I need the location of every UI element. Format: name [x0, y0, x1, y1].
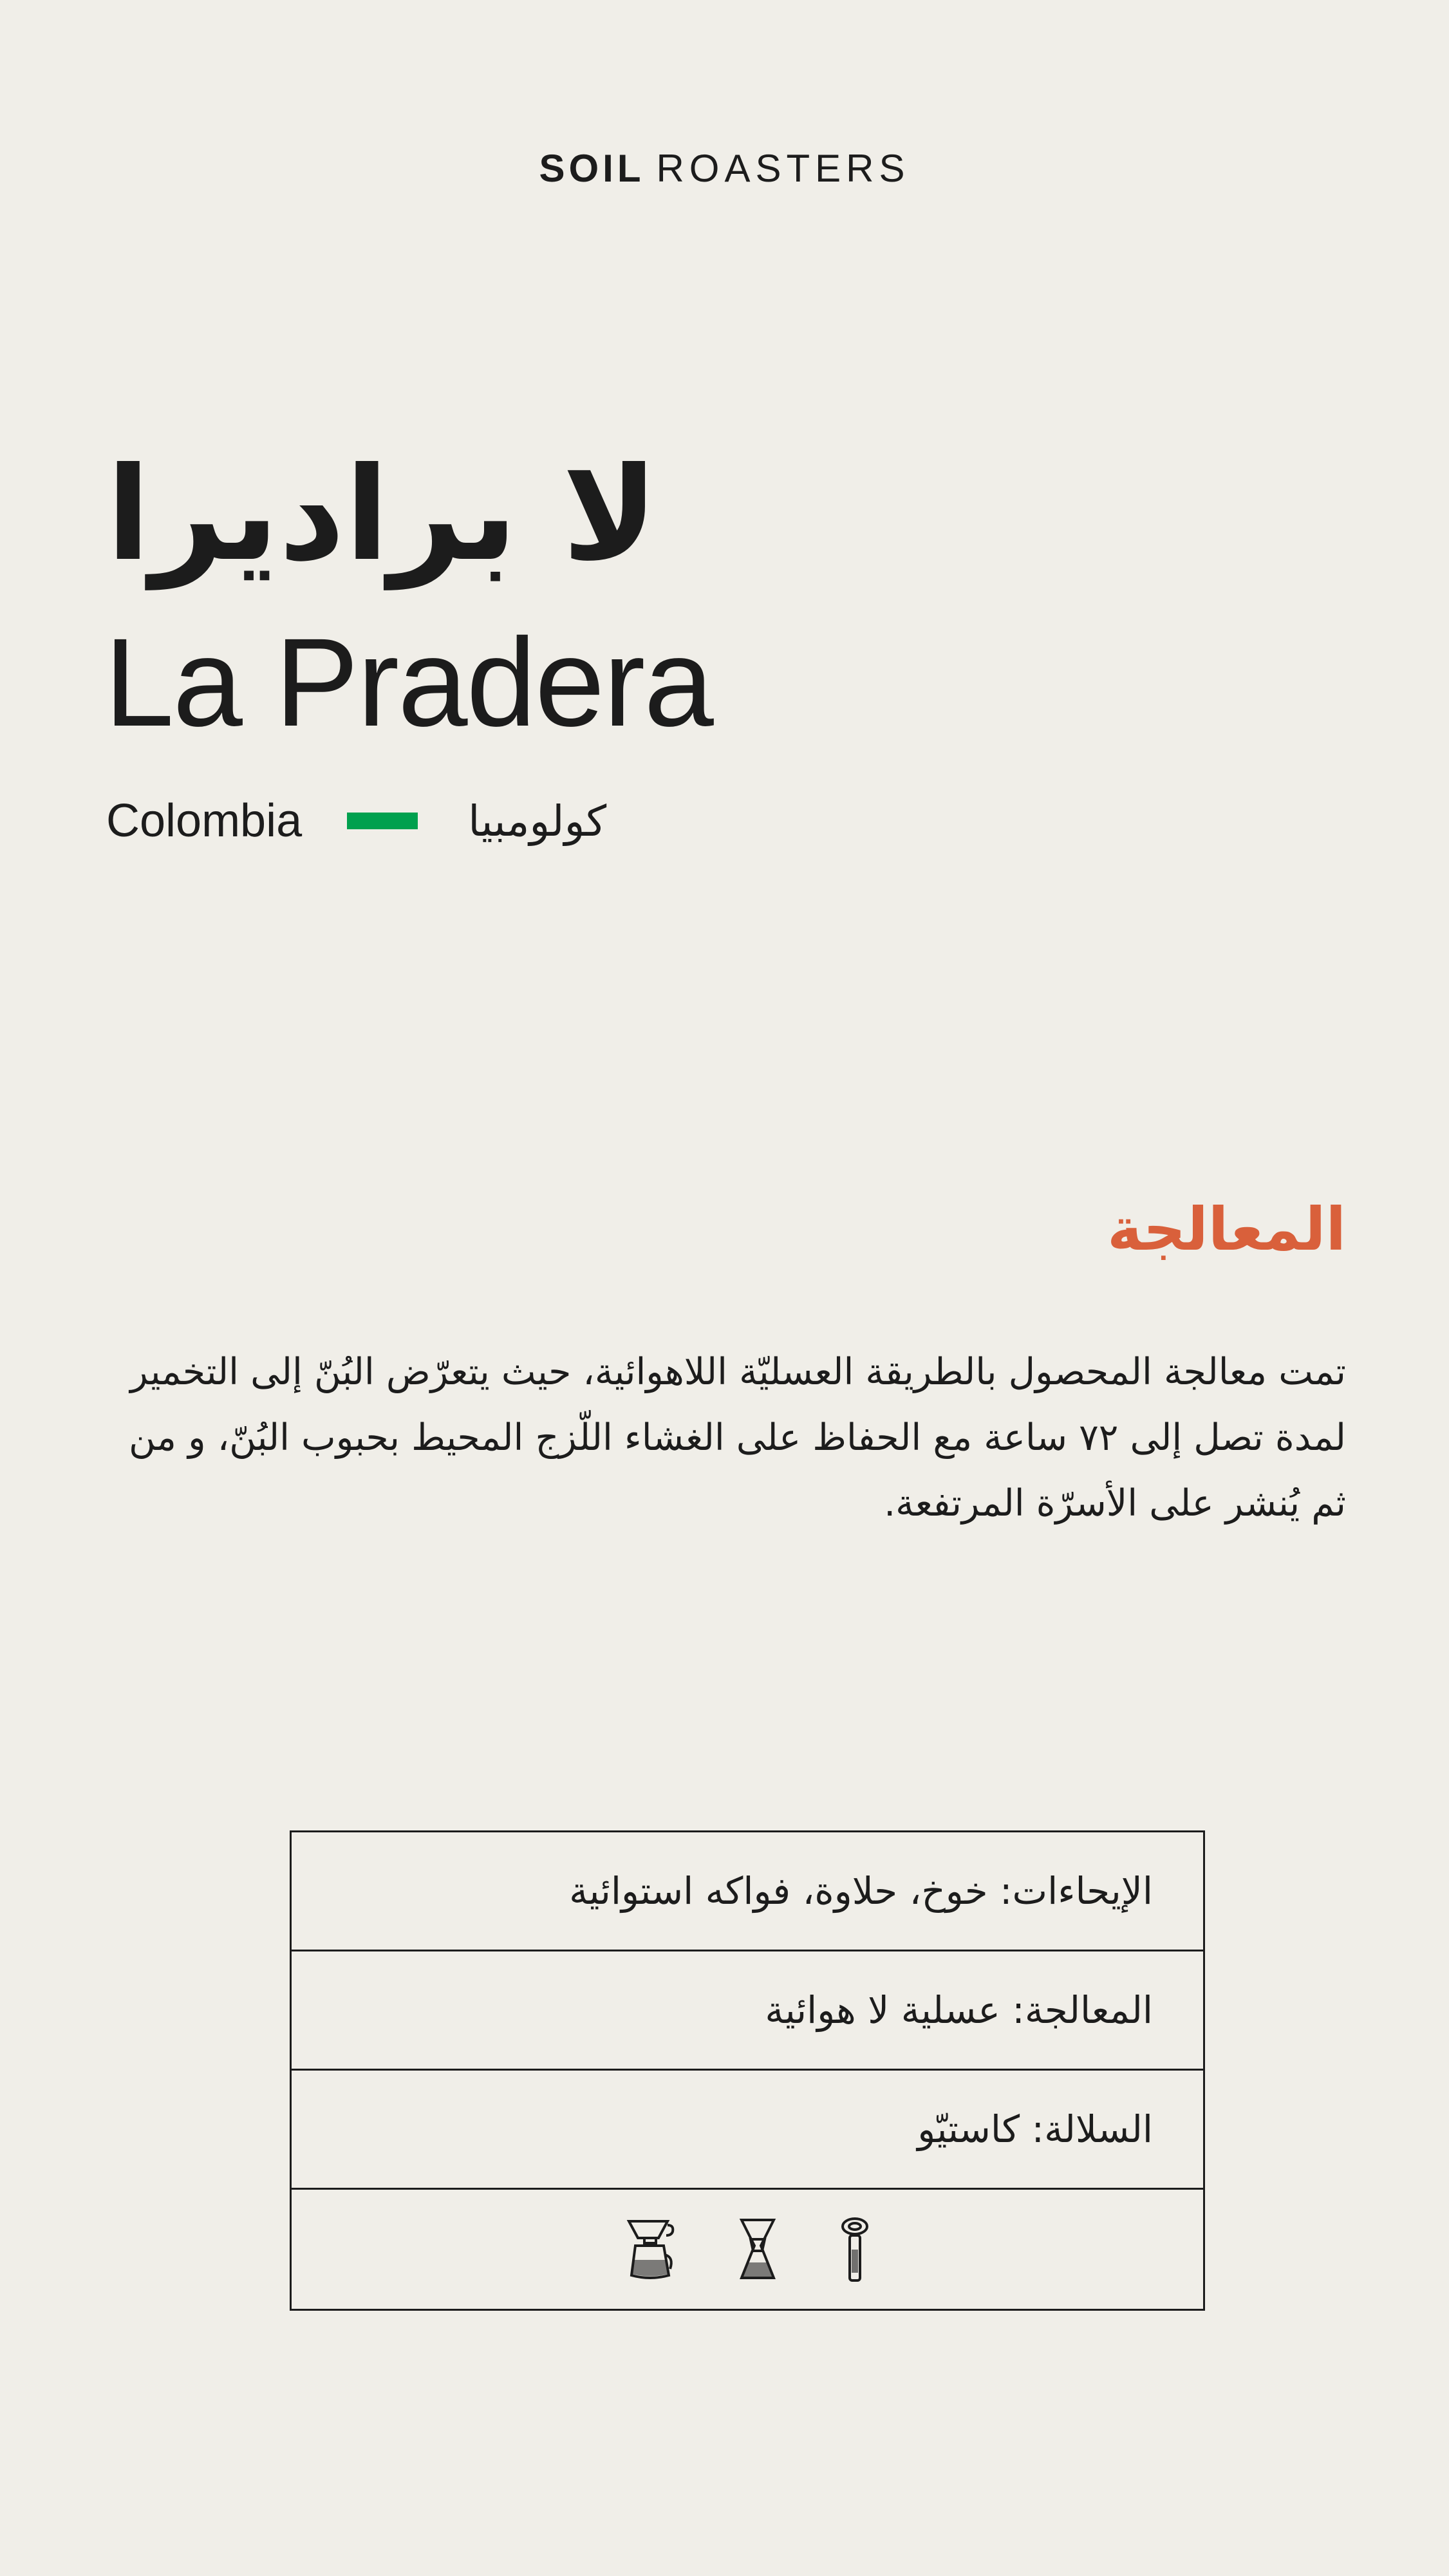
processing-heading: المعالجة [1107, 1195, 1346, 1264]
chemex-icon [736, 2217, 779, 2282]
processing-description: تمت معالجة المحصول بالطريقة العسليّة اللاهوائية، حيث يتعرّض البُنّ إلى التخمير لمدة تصل إلى ٧٢ ساعة مع الحفاظ على الغشاء اللّزج المحيط بحبوب البُنّ، و من ثم يُنشر على الأسرّة المرتفعة. [129, 1351, 1346, 1525]
product-title-arabic: لا براديرا [106, 440, 659, 590]
colombia-flag-bar-icon [347, 813, 418, 829]
origin-row [106, 792, 606, 850]
details-row-process [292, 1951, 1203, 2071]
product-title-english: La Pradera [104, 612, 713, 753]
brew-methods [625, 2216, 870, 2283]
coffee-variety: السلالة: كاستيّو [917, 2107, 1153, 2151]
details-row-brew-methods [292, 2190, 1203, 2309]
details-row-variety [292, 2071, 1203, 2190]
origin-english: Colombia [106, 795, 303, 847]
brand-name-light: ROASTERS [656, 147, 910, 190]
process-type: المعالجة: عسلية لا هوائية [765, 1988, 1153, 2032]
origin-arabic: كولومبيا [468, 796, 607, 846]
details-table [290, 1830, 1205, 2311]
pour-over-dripper-icon [625, 2217, 675, 2282]
brand-name-bold: SOIL [539, 147, 645, 190]
tasting-notes: الإيحاءات: خوخ، حلاوة، فواكه استوائية [569, 1869, 1153, 1913]
espresso-portafilter-icon [840, 2216, 870, 2283]
details-row-notes [292, 1832, 1203, 1951]
brand-logo [0, 143, 1449, 194]
